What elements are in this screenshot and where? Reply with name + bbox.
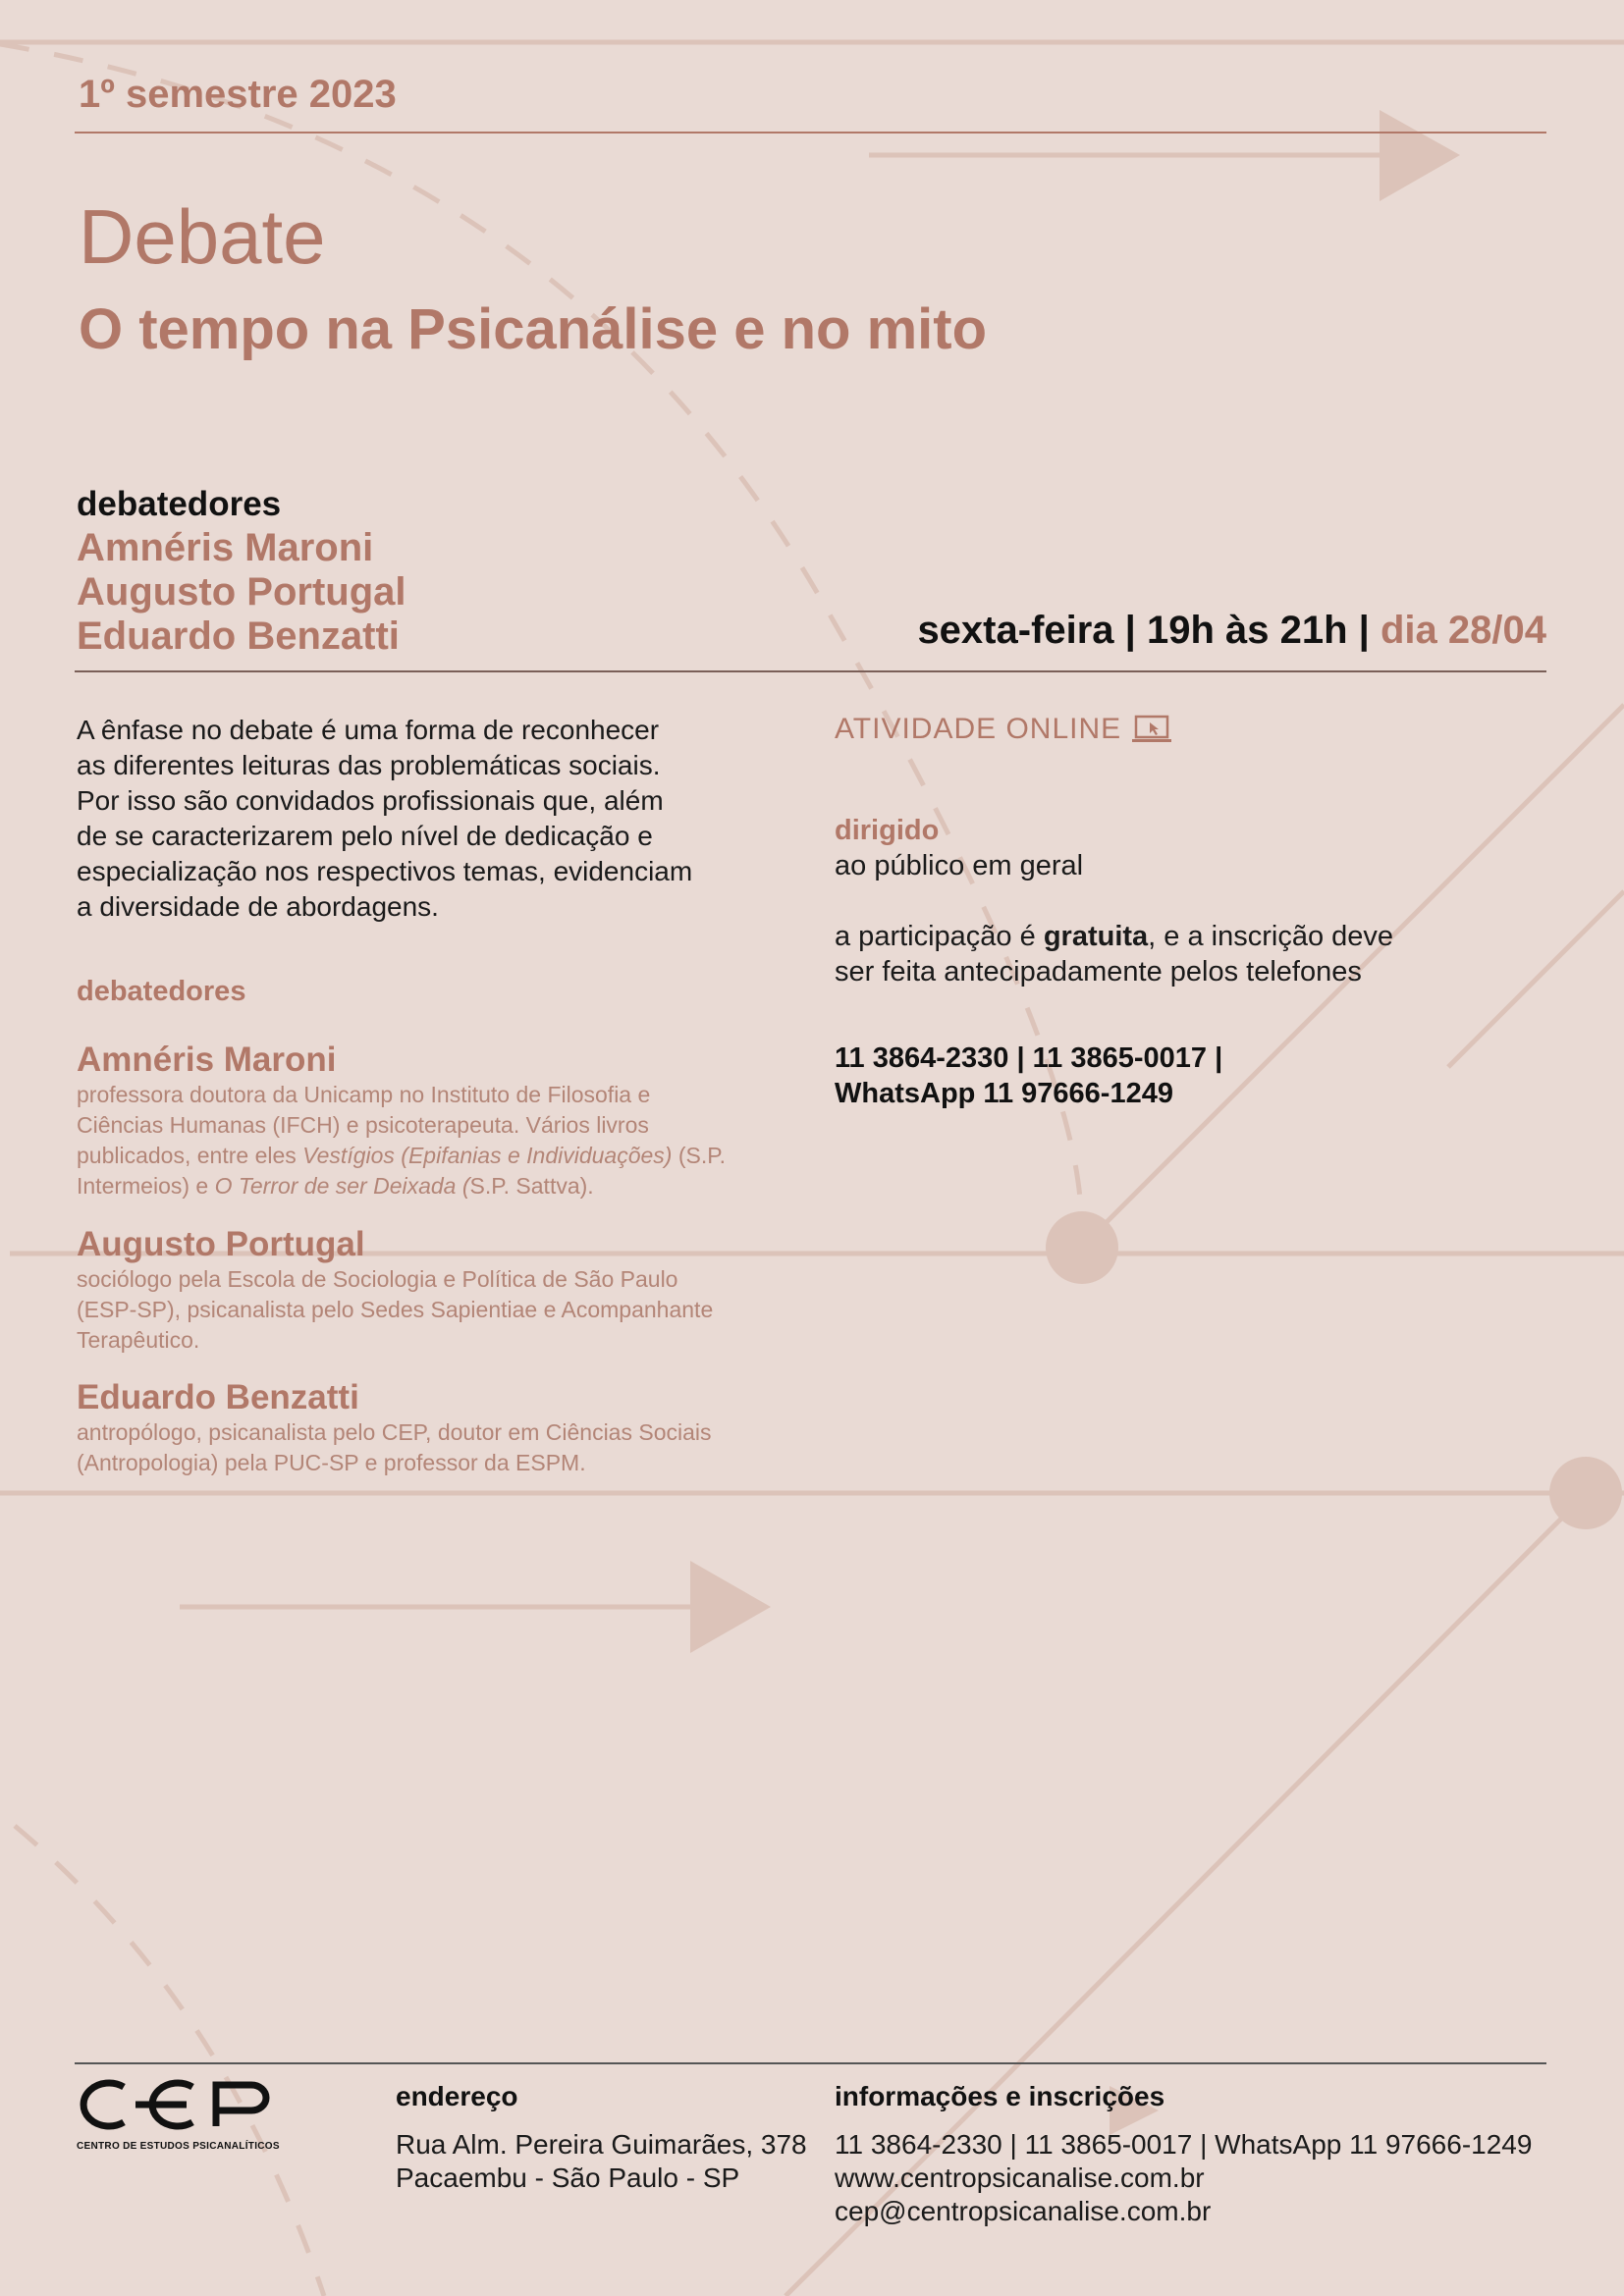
bio-line: sociólogo pela Escola de Sociologia e Política de São Paulo	[77, 1266, 678, 1292]
intro-paragraph	[77, 713, 803, 925]
semester-label: 1º semestre 2023	[79, 73, 397, 116]
address-line: Pacaembu - São Paulo - SP	[396, 2163, 740, 2193]
website-link[interactable]: www.centropsicanalise.com.br	[835, 2163, 1205, 2193]
bio-line: Terapêutico.	[77, 1327, 200, 1353]
bio-name: Amnéris Maroni	[77, 1041, 337, 1079]
bio-name: Eduardo Benzatti	[77, 1378, 359, 1416]
address-label: endereço	[396, 2081, 518, 2111]
schedule-line	[917, 609, 1546, 653]
online-label-text: ATIVIDADE ONLINE	[835, 713, 1122, 745]
intro-line: a diversidade de abordagens.	[77, 891, 439, 922]
audience-value: ao público em geral	[835, 850, 1084, 881]
participation-line	[835, 919, 1542, 954]
bio-eduardo	[77, 1378, 803, 1478]
info-label: informações e inscrições	[835, 2081, 1165, 2111]
intro-line: A ênfase no debate é uma forma de reconhecer	[77, 715, 660, 745]
event-subtitle: O tempo na Psicanálise e no mito	[79, 297, 988, 361]
schedule-date: dia 28/04	[1380, 609, 1546, 652]
schedule-time: 19h às 21h	[1146, 609, 1348, 652]
phone-line: WhatsApp 11 97666-1249	[835, 1078, 1173, 1109]
bio-text	[77, 1264, 803, 1356]
bio-line: (Antropologia) pela PUC-SP e professor da ESPM.	[77, 1450, 586, 1475]
schedule-day: sexta-feira	[917, 609, 1114, 652]
cep-logo-mark	[77, 2077, 285, 2132]
phone-numbers	[835, 1041, 1222, 1111]
participation-line: ser feita antecipadamente pelos telefones	[835, 956, 1362, 988]
cep-logo	[77, 2077, 285, 2152]
participation-span: , e a inscrição deve	[1148, 921, 1394, 952]
schedule-separator: |	[1113, 609, 1147, 652]
bio-name: Augusto Portugal	[77, 1225, 365, 1263]
participation-text	[835, 919, 1542, 989]
debater-name: Amnéris Maroni	[77, 526, 374, 569]
bio-text	[77, 1417, 803, 1478]
bio-line: antropólogo, psicanalista pelo CEP, doutor em Ciências Sociais	[77, 1419, 712, 1445]
bio-line: (ESP-SP), psicanalista pelo Sedes Sapientiae e Acompanhante	[77, 1297, 714, 1322]
bio-line	[77, 1141, 803, 1171]
bio-text-span: publicados, entre eles	[77, 1143, 303, 1168]
address-section	[396, 2079, 807, 2195]
bio-line	[77, 1171, 803, 1201]
intro-line: de se caracterizarem pelo nível de dedicação e	[77, 821, 653, 851]
footer-divider	[75, 2062, 1546, 2064]
bio-amneris	[77, 1041, 803, 1201]
debaters-summary	[77, 483, 406, 659]
debaters-heading: debatedores	[77, 485, 282, 523]
book-title: O Terror de ser Deixada (	[214, 1173, 470, 1199]
phone-line: 11 3864-2330 | 11 3865-0017 |	[835, 1042, 1223, 1074]
middle-divider	[75, 670, 1546, 672]
participation-span: a participação é	[835, 921, 1044, 952]
email-link[interactable]: cep@centropsicanalise.com.br	[835, 2196, 1212, 2226]
schedule-separator: |	[1347, 609, 1380, 652]
bio-line: professora doutora da Unicamp no Instituto de Filosofia e	[77, 1082, 651, 1107]
book-title: Vestígios (Epifanias e Individuações)	[302, 1143, 673, 1168]
bio-text-span: (S.P.	[672, 1143, 727, 1168]
intro-line: especialização nos respectivos temas, evidenciam	[77, 856, 693, 886]
logo-subtitle: CENTRO DE ESTUDOS PSICANALÍTICOS	[77, 2141, 280, 2152]
intro-line: as diferentes leituras das problemáticas sociais.	[77, 750, 661, 780]
online-activity-label	[835, 713, 1172, 746]
laptop-cursor-icon	[1131, 715, 1172, 744]
address-line: Rua Alm. Pereira Guimarães, 378	[396, 2129, 807, 2160]
info-phones: 11 3864-2330 | 11 3865-0017 | WhatsApp 11 97666-1249	[835, 2129, 1533, 2160]
bios-heading: debatedores	[77, 976, 246, 1007]
bio-text	[77, 1080, 803, 1201]
bio-augusto	[77, 1225, 803, 1356]
debater-name: Augusto Portugal	[77, 570, 406, 614]
page-title: Debate	[79, 193, 326, 280]
debater-name: Eduardo Benzatti	[77, 614, 400, 658]
audience-section	[835, 813, 1083, 883]
bio-text-span: S.P. Sattva).	[469, 1173, 594, 1199]
audience-label: dirigido	[835, 815, 940, 846]
bio-line: Ciências Humanas (IFCH) e psicoterapeuta. Vários livros	[77, 1112, 649, 1138]
info-section	[835, 2079, 1532, 2228]
intro-line: Por isso são convidados profissionais que, além	[77, 785, 664, 816]
top-divider	[75, 132, 1546, 133]
bio-text-span: Intermeios) e	[77, 1173, 215, 1199]
free-label: gratuita	[1043, 921, 1149, 952]
